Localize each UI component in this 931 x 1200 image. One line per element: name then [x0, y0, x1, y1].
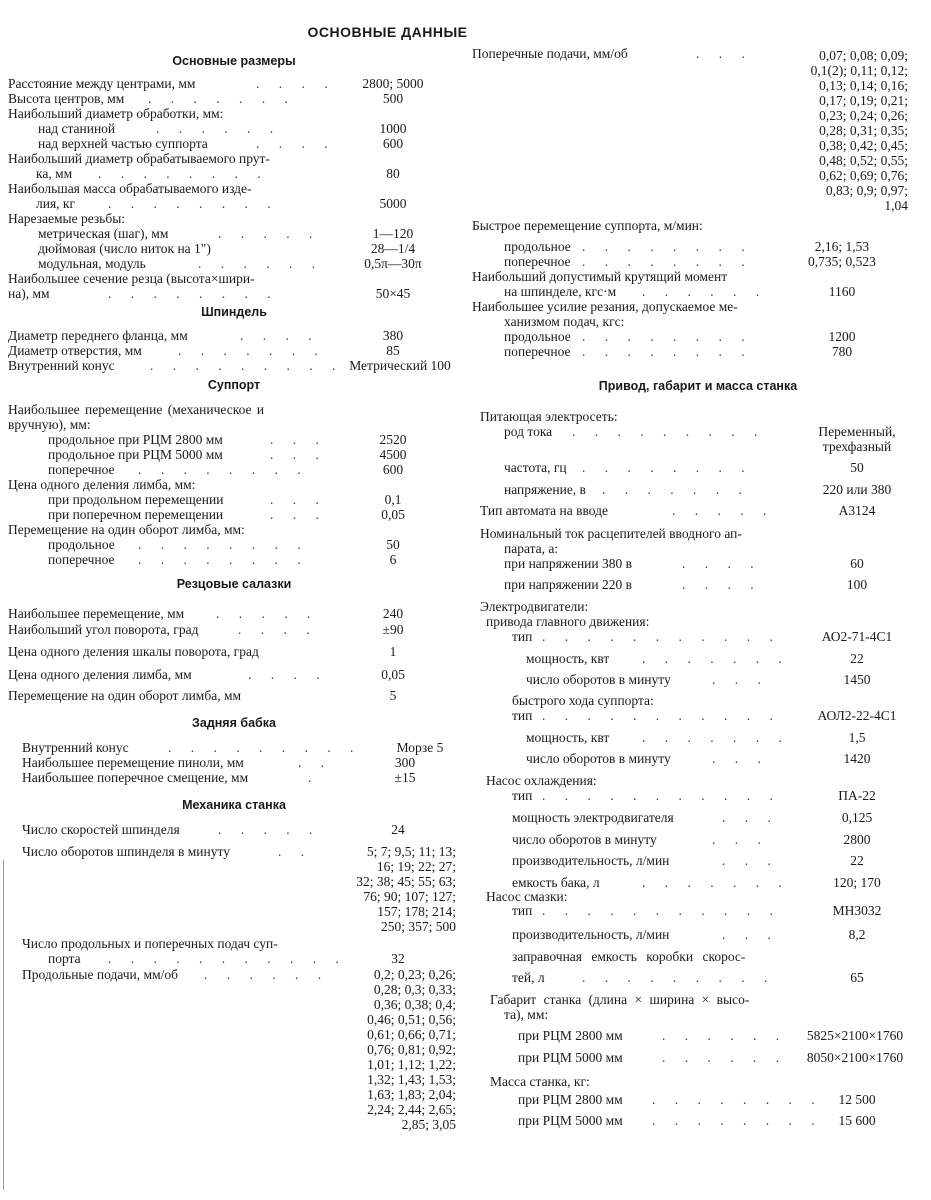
spec-row: . . . продольное при РЦМ 5000 мм 4500: [48, 447, 407, 462]
spec-row: Перемещение на один оборот лимба, мм 5: [8, 688, 397, 703]
spec-row: . . . производительность, л/мин 22: [512, 853, 864, 868]
leader-dots: . . . . .: [216, 606, 319, 621]
cross-feeds-list: 0,07; 0,08; 0,09; 0,1(2); 0,11; 0,12; 0,13; 0,14; 0,16; 0,17; 0,19; 0,21; 0,23; 0,24; 0,26; 0,28; 0,31; 0,35; 0,38; 0,42; 0,45; 0,48; 0,52; 0,55; 0,62; 0,69; 0,76; 0,83; 0,9; 0,97; 1,04: [810, 48, 908, 213]
spec-row: Цена одного деления лимба, мм:: [8, 477, 196, 492]
leader-dots: . . .: [722, 927, 779, 942]
leader-dots: . . . . . . . . .: [150, 358, 344, 373]
section-heading-spindle: Шпиндель: [201, 305, 267, 319]
spec-row: . . . . . . . . поперечное 600: [48, 462, 404, 477]
spec-row: . . . . . . . . ка, мм 80: [36, 166, 400, 181]
leader-dots: . . . . . . . .: [98, 166, 269, 181]
leader-dots: . . . . . . . . . . .: [542, 788, 781, 803]
spec-row: Насос охлаждения:: [486, 773, 597, 788]
section-heading-drive: Привод, габарит и масса станка: [598, 379, 798, 393]
spec-row: . . . . . . при РЦМ 5000 мм 8050×2100×1760: [518, 1050, 904, 1065]
spec-row: Электродвигатели:: [480, 599, 589, 614]
spec-row: . . . . . . . . . . . порта 32: [48, 951, 405, 966]
spec-row: . . . . . . . . продольное 1200: [504, 329, 856, 344]
spec-row: . . . . . . . напряжение, в 220 или 380: [504, 482, 892, 497]
spec-row: Наибольший диаметр обрабатываемого прут-: [8, 151, 270, 166]
spec-row: . . . . . . . . поперечное 0,735; 0,523: [504, 254, 876, 269]
leader-dots: . .: [278, 844, 313, 859]
spec-row: Наибольший допустимый крутящий момент: [472, 269, 728, 284]
leader-dots: . . .: [270, 492, 327, 507]
spec-row: . . . . Цена одного деления лимба, мм 0,05: [8, 667, 405, 682]
leader-dots: . . . . . . . .: [108, 196, 279, 211]
leader-dots: . . . .: [682, 577, 762, 592]
spec-row: быстрого хода суппорта:: [512, 693, 654, 708]
spec-row: . . . . . . над станиной 1000: [38, 121, 407, 136]
spec-row: . . . . . . . . . Внутренний конус Метрический 100: [8, 358, 451, 373]
spec-row: . . . . . . . . . . . тип МН3032: [512, 903, 882, 918]
spec-row: . . . . . . . . . Внутренний конус Морзе 5: [22, 740, 444, 755]
spec-row: . . . при продольном перемещении 0,1: [48, 492, 402, 507]
leader-dots: . . . . . . . .: [582, 344, 753, 359]
spec-row: . . . . . . . Высота центров, мм 500: [8, 91, 404, 106]
spec-row: Наибольший диаметр обработки, мм:: [8, 106, 224, 121]
spec-row: . . . . . Наибольшее перемещение, мм 240: [8, 606, 404, 621]
leader-dots: . . . . . .: [198, 256, 324, 271]
spec-row: . . . . . . . . . . . тип АО2-71-4С1: [512, 629, 893, 644]
spec-row: Нарезаемые резьбы:: [8, 211, 126, 226]
leader-dots: . . . . . . .: [148, 91, 296, 106]
spec-row: Масса станка, кг:: [490, 1074, 590, 1089]
spec-row: . . . . . . . . поперечное 6: [48, 552, 397, 567]
leader-dots: . . . . . . . .: [108, 286, 279, 301]
spec-row: . . . . . . при РЦМ 2800 мм 5825×2100×1760: [518, 1028, 904, 1043]
spec-row: . . . число оборотов в минуту 2800: [512, 832, 871, 847]
leader-dots: . . . . . . . .: [138, 537, 309, 552]
leader-dots: . . . . .: [218, 822, 321, 837]
spec-row: . . . продольное при РЦМ 2800 мм 2520: [48, 432, 407, 447]
spec-row: Число продольных и поперечных подач суп-: [22, 936, 278, 951]
spec-row: . . . . . метрическая (шаг), мм 1—120: [38, 226, 414, 241]
leader-dots: . . . . . . . .: [652, 1092, 823, 1107]
spec-row: . . . . при напряжении 380 в 60: [504, 556, 864, 571]
spec-row: . . . . Наибольший угол поворота, град ±90: [8, 622, 404, 637]
spindle-speeds-list: 5; 7; 9,5; 11; 13; 16; 19; 22; 27; 32; 38; 45; 55; 63; 76; 90; 107; 127; 157; 178; 214; 250; 357; 500: [356, 844, 456, 934]
spec-row: . . . . . Тип автомата на вводе А3124: [480, 503, 876, 518]
spec-row: Наибольшая масса обрабатываемого изде-: [8, 181, 252, 196]
leader-dots: . . . .: [238, 622, 318, 637]
spec-row: . . . . . . на шпинделе, кгс·м 1160: [504, 284, 856, 299]
longitudinal-feeds-list: 0,2; 0,23; 0,26; 0,28; 0,3; 0,33; 0,36; 0,38; 0,4; 0,46; 0,51; 0,56; 0,61; 0,66; 0,71; 0,76; 0,81; 0,92; 1,01; 1,12; 1,22; 1,32; 1,43; 1,53; 1,63; 1,83; 2,04; 2,24; 2,44; 2,65; 2,85; 3,05: [367, 967, 456, 1132]
leader-dots: . . . . . .: [662, 1050, 788, 1065]
spec-row: . . . . . . . . продольное 2,16; 1,53: [504, 239, 870, 254]
leader-dots: . . .: [722, 853, 779, 868]
leader-dots: . . . . . . . . . . .: [108, 951, 347, 966]
leader-dots: . . . .: [682, 556, 762, 571]
spec-row: . . . . . . . мощность, квт 22: [526, 651, 864, 666]
spec-row: . . . . . . . мощность, квт 1,5: [526, 730, 866, 745]
spec-row: . . . . . . . . . тей, л 65: [512, 970, 864, 985]
spec-row: Питающая электросеть:: [480, 409, 618, 424]
spec-row: . . . . . . . . на), мм 50×45: [8, 286, 411, 301]
section-heading-mechanics: Механика станка: [182, 798, 286, 812]
spec-row: парата, а:: [504, 541, 559, 556]
leader-dots: . . . . . . .: [178, 343, 326, 358]
spec-row: . . . . . . . . продольное 50: [48, 537, 400, 552]
leader-dots: . . . . . .: [204, 967, 330, 982]
leader-dots: . . . . . . . . .: [168, 740, 362, 755]
spec-row: . . . . . . . емкость бака, л 120; 170: [512, 875, 881, 890]
spec-row: . . . . Диаметр переднего фланца, мм 380: [8, 328, 404, 343]
spec-row: привода главного движения:: [486, 614, 650, 629]
leader-dots: . . . .: [256, 76, 336, 91]
leader-dots: . . . . . . . .: [138, 462, 309, 477]
leader-dots: . . .: [270, 507, 327, 522]
leader-dots: . . .: [712, 672, 769, 687]
leader-dots: . . . . . . . . . . .: [542, 629, 781, 644]
spec-row: . . . . . . . . при РЦМ 5000 мм 15 600: [518, 1113, 876, 1128]
leader-dots: . . . . . . . . . . .: [542, 708, 781, 723]
leader-dots: . . . . . . . .: [582, 254, 753, 269]
leader-dots: . . .: [712, 832, 769, 847]
leader-dots: . . . . .: [672, 503, 775, 518]
leader-dots: . . . .: [256, 136, 336, 151]
spec-row: . . . . . . . . поперечное 780: [504, 344, 853, 359]
spec-row: . . . . Расстояние между центрами, мм 2800; 5000: [8, 76, 424, 91]
spec-row: дюймовая (число ниток на 1") 28—1/4: [38, 241, 416, 256]
spec-row: Наибольшее сечение резца (высота×шири-: [8, 271, 255, 286]
spec-row: . . Наибольшее перемещение пиноли, мм 300: [22, 755, 416, 770]
spec-row: Габарит станка (длина × ширина × высо-: [490, 992, 750, 1007]
leader-dots: . . . . . . . .: [582, 329, 753, 344]
leader-dots: . . . . . . . .: [582, 239, 753, 254]
spec-row: Наибольшее усилие резания, допускаемое ме-: [472, 299, 738, 314]
leader-dots: . . . . . . . .: [652, 1113, 823, 1128]
spec-row: . . . . при напряжении 220 в 100: [504, 577, 868, 592]
leader-dots: .: [308, 770, 320, 785]
section-heading-main-dimensions: Основные размеры: [172, 54, 296, 68]
spec-row: ханизмом подач, кгс:: [504, 314, 625, 329]
spec-row: . . . производительность, л/мин 8,2: [512, 927, 866, 942]
section-heading-tailstock: Задняя бабка: [192, 716, 276, 730]
spec-row: . . . . . . . . . род тока Переменный,: [504, 424, 896, 439]
section-heading-carriage: Суппорт: [207, 378, 261, 392]
spec-row: Номинальный ток расцепителей вводного ап-: [480, 526, 742, 541]
spec-row: Цена одного деления шкалы поворота, град 1: [8, 644, 397, 659]
leader-dots: . . . . . .: [642, 284, 768, 299]
spec-row: . . . Поперечные подачи, мм/об: [472, 46, 753, 61]
leader-dots: . . . . . . . .: [582, 460, 753, 475]
leader-dots: . . .: [270, 432, 327, 447]
leader-dots: . . .: [696, 46, 753, 61]
leader-dots: . . . . . . .: [642, 730, 790, 745]
spec-row: . . . . . . . . . . . тип АОЛ2-22-4С1: [512, 708, 897, 723]
spec-row: трехфазный: [822, 439, 892, 454]
section-heading-tool-slide: Резцовые салазки: [176, 577, 292, 591]
spec-row: . . . . . . . . лия, кг 5000: [36, 196, 407, 211]
leader-dots: . . . .: [240, 328, 320, 343]
leader-dots: . .: [298, 755, 333, 770]
leader-dots: . . . . . .: [662, 1028, 788, 1043]
spec-row: . Наибольшее поперечное смещение, мм ±15: [22, 770, 416, 785]
spec-row: . . . . . Число скоростей шпинделя 24: [22, 822, 405, 837]
leader-dots: . . .: [712, 751, 769, 766]
page-edge-line: [3, 860, 4, 1190]
leader-dots: . . .: [270, 447, 327, 462]
spec-row: Быстрое перемещение суппорта, м/мин:: [472, 218, 703, 233]
spec-row: Перемещение на один оборот лимба, мм:: [8, 522, 245, 537]
leader-dots: . . .: [722, 810, 779, 825]
spec-row: . . . мощность электродвигателя 0,125: [512, 810, 873, 825]
leader-dots: . . . . . . . .: [138, 552, 309, 567]
leader-dots: . . . . . . .: [642, 875, 790, 890]
spec-row: . . . при поперечном перемещении 0,05: [48, 507, 405, 522]
spec-row: . . . . . . . Диаметр отверстия, мм 85: [8, 343, 400, 358]
spec-row: . . . . . . . . . . . тип ПА-22: [512, 788, 876, 803]
spec-row: . . . число оборотов в минуту 1450: [526, 672, 871, 687]
leader-dots: . . . .: [248, 667, 328, 682]
leader-dots: . . . . . . . . .: [582, 970, 776, 985]
page-title: ОСНОВНЫЕ ДАННЫЕ: [307, 24, 468, 40]
spec-row: . . . . . . Продольные подачи, мм/об: [22, 967, 330, 982]
spec-row: . . . . . . . . частота, гц 50: [504, 460, 864, 475]
leader-dots: . . . . . . .: [642, 651, 790, 666]
spec-row: Наибольшее перемещение (механическое и: [8, 402, 265, 417]
leader-dots: . . . . . . .: [602, 482, 750, 497]
spec-row: та), мм:: [504, 1007, 549, 1022]
spec-row: . . . . над верхней частью суппорта 600: [38, 136, 404, 151]
leader-dots: . . . . . . . . .: [572, 424, 766, 439]
leader-dots: . . . . .: [218, 226, 321, 241]
spec-row: заправочная емкость коробки скорос-: [512, 949, 746, 964]
spec-row: Насос смазки:: [486, 889, 568, 904]
spec-row: вручную), мм:: [8, 417, 91, 432]
spec-row: . . . . . . . . при РЦМ 2800 мм 12 500: [518, 1092, 876, 1107]
leader-dots: . . . . . .: [156, 121, 282, 136]
spec-row: . . . . . . модульная, модуль 0,5π—30π: [38, 256, 422, 271]
leader-dots: . . . . . . . . . . .: [542, 903, 781, 918]
spec-row: . . . число оборотов в минуту 1420: [526, 751, 871, 766]
spec-row: . . Число оборотов шпинделя в минуту: [22, 844, 313, 859]
